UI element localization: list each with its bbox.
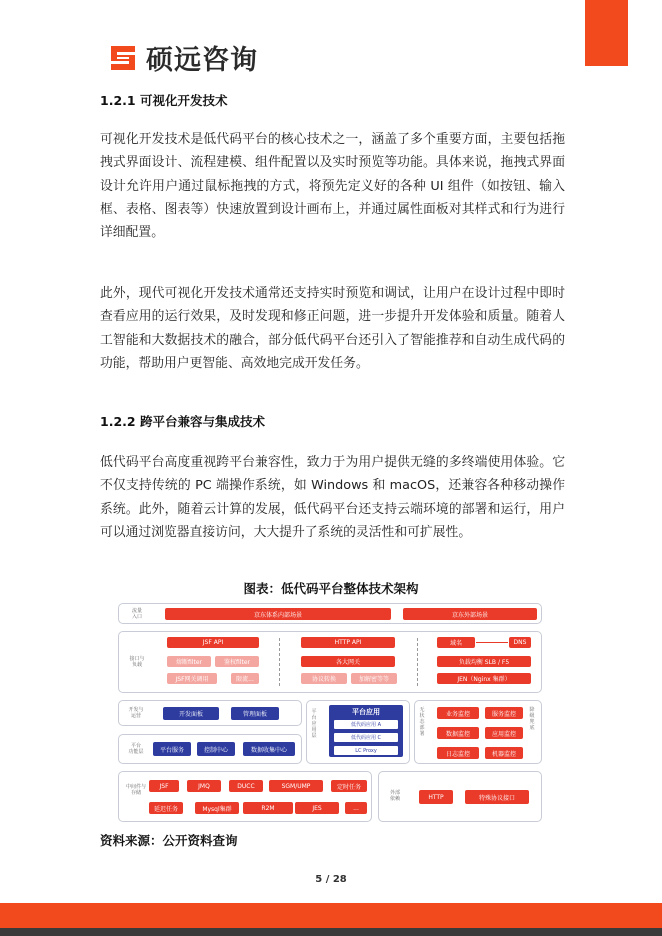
middleware-item: R2M (243, 802, 293, 814)
gateway: 各大网关 (301, 656, 395, 667)
layer-label: 降级兜底 (529, 707, 535, 731)
layer-label: 无状态部署 (419, 707, 425, 737)
monitor-item: 机器监控 (485, 747, 523, 759)
jen-cluster: JEN（Nginx 集群） (437, 673, 531, 684)
page-number: 5 / 28 (315, 874, 347, 885)
layer-label: 平台应用层 (311, 709, 317, 739)
layer-label: 接口与 负载 (129, 656, 145, 668)
jsf-item: 限流... (231, 673, 259, 684)
jsf-item: 鉴权filter (215, 656, 259, 667)
monitor-item: 服务监控 (485, 707, 523, 719)
load-balancer: 负载均衡 SLB / F5 (437, 656, 531, 667)
layer-label: 中间件与 存储 (125, 784, 146, 796)
internal-scene: 京东体系内部场景 (165, 608, 391, 620)
header-accent-bar (585, 0, 628, 66)
middleware-item: JMQ (187, 780, 221, 792)
app-item: 低代码应用 A (334, 720, 398, 729)
traffic-layer (118, 603, 542, 624)
middleware-item: DUCC (229, 780, 263, 792)
architecture-diagram (116, 601, 546, 825)
monitor-item: 日志监控 (437, 747, 479, 759)
domain: 域名 (437, 637, 475, 648)
jsf-item: JSF网关调用 (167, 673, 217, 684)
section-heading: 1.2.1 可视化开发技术 (100, 93, 228, 108)
figure-title: 图表：低代码平台整体技术架构 (243, 581, 419, 596)
interface-layer (118, 631, 542, 693)
logo-text: 硕远咨询 (146, 45, 258, 76)
company-logo (108, 38, 258, 77)
middleware-item: JSF (149, 780, 179, 792)
http-item: 加解密等等 (351, 673, 397, 684)
layer-label: 流量 入口 (131, 608, 142, 620)
platform-layer (118, 734, 302, 764)
jsf-api: JSF API (167, 637, 259, 648)
middleware-item: SGM/UMP (269, 780, 323, 792)
divider (417, 638, 418, 686)
app-item: LC Proxy (334, 746, 398, 755)
monitor-item: 应用监控 (485, 727, 523, 739)
http-item: 协议转换 (301, 673, 347, 684)
http-api: HTTP API (301, 637, 395, 648)
middleware-item: ... (345, 802, 367, 814)
middleware-item: Mysql集群 (195, 802, 239, 814)
app-item: 低代码应用 C (334, 733, 398, 742)
data-center: 数据收集中心 (243, 742, 295, 756)
middleware-item: JES (295, 802, 339, 814)
dns: DNS (509, 637, 531, 648)
dev-panel: 开发面板 (163, 707, 219, 720)
jsf-item: 熔断filter (167, 656, 211, 667)
middleware-item: 定时任务 (331, 780, 367, 792)
figure-source: 资料来源：公开资料查询 (100, 833, 238, 848)
section-heading: 1.2.2 跨平台兼容与集成技术 (100, 414, 265, 429)
layer-label: 开发与 运营 (128, 707, 144, 719)
control-center: 控制中心 (197, 742, 235, 756)
monitor-layer (414, 700, 542, 764)
divider (279, 638, 280, 686)
external-scene: 京东外部场景 (403, 608, 537, 620)
apps-title: 平台应用 (352, 708, 380, 716)
platform-service: 平台服务 (153, 742, 191, 756)
layer-label: 平台 功能层 (128, 743, 144, 755)
dev-layer (118, 700, 302, 726)
footer-dark-strip (0, 928, 662, 936)
apps-layer (306, 700, 410, 764)
middleware-layer (118, 771, 372, 822)
admin-panel: 管理面板 (231, 707, 279, 720)
external-item: 特殊协议接口 (465, 790, 529, 804)
monitor-item: 业务监控 (437, 707, 479, 719)
paragraph: 可视化开发技术是低代码平台的核心技术之一，涵盖了多个重要方面，主要包括拖拽式界面设计、流程建模、组件配置以及实时预览等功能。具体来说，拖拽式界面设计允许用户通过鼠标拖拽的方式，将预先定义好的各种 UI 组件（如按钮、输入框、表格、图表等）快速放置到设计画布上，并通过属性面板对其样式和行为进行详细配置。 (100, 132, 565, 241)
paragraph: 此外，现代可视化开发技术通常还支持实时预览和调试，让用户在设计过程中即时查看应用的运行效果，及时发现和修正问题，进一步提升开发体验和质量。随着人工智能和大数据技术的融合，部分低代码平台还引入了智能推荐和自动生成代码的功能，帮助用户更智能、高效地完成开发任务。 (100, 286, 565, 371)
layer-label: 外部 依赖 (389, 790, 400, 802)
external-item: HTTP (419, 790, 453, 804)
middleware-item: 延迟任务 (149, 802, 183, 814)
external-layer (378, 771, 542, 822)
logo-icon (108, 43, 138, 73)
paragraph: 低代码平台高度重视跨平台兼容性，致力于为用户提供无缝的多终端使用体验。它不仅支持传统的 PC 端操作系统，如 Windows 和 macOS，还兼容各种移动操作系统。此外，随着云计算的发展，低代码平台还支持云端环境的部署和运行，用户可以通过浏览器直接访问，大大提升了系统的灵活性和可扩展性。 (100, 455, 565, 540)
monitor-item: 数据监控 (437, 727, 479, 739)
connector-line (476, 642, 508, 643)
